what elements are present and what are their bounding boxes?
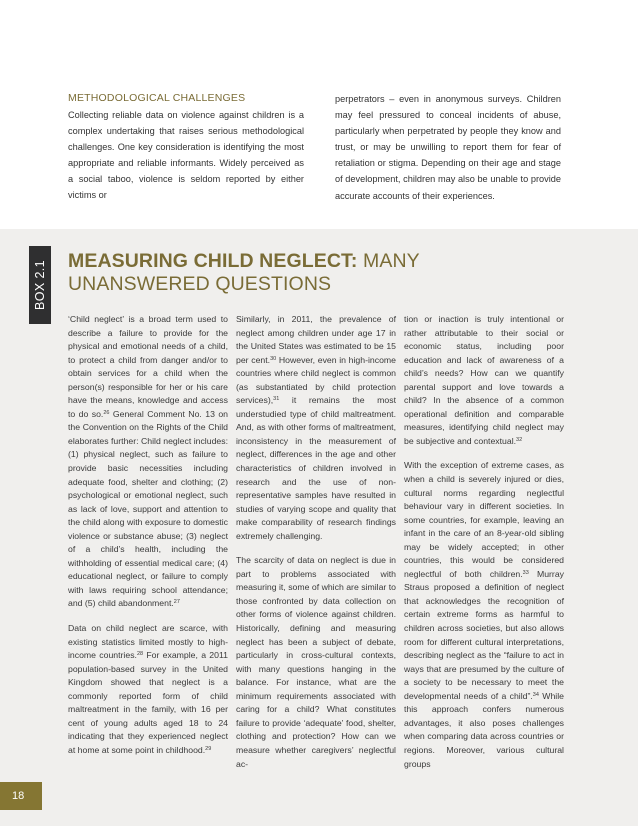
box-column-1 <box>68 313 228 769</box>
box-title <box>68 250 538 296</box>
paragraph <box>404 459 564 771</box>
methodological-text-right: perpetrators – even in anonymous surveys. Children may feel pressured to conceal incidents of abuse, particularly when perpetrated by people they know and trust, or may be unwilling to report them for fear of retaliation or stigma. Depending on their age and stage of development, children may also be unable to provide accurate accounts of their experiences. <box>335 94 561 201</box>
text-run: Murray Straus proposed a definition of neglect that acknowledges the recognition of certain extreme forms as harmful to children across societies, but also allows room for different cultural interpretations, describing neglect as the “failure to act in ways that are presumed by the culture of a society to be necessary to meet the developmental needs of a child”. <box>404 568 564 701</box>
footnote-ref: 28 <box>136 651 144 658</box>
footnote-ref: 32 <box>516 436 523 443</box>
text-run: General Comment No. 13 on the Convention on the Rights of the Child elaborates further: Child neglect includes: (1) physical neglect, such as failure to provide basic necessities including adequate food, shelter and clothing; (2) psychological or emotional neglect, such as lack of love, support and attention to the child along with exposure to domestic violence or substance abuse; (3) neglect of a child’s health, including the withholding of essential medical care; (4) educational neglect, or failure to comply with laws requiring school attendance; and (5) child abandonment. <box>68 408 228 609</box>
methodological-text-left: Collecting reliable data on violence against children is a complex undertaking that raises serious methodological challenges. One key consideration is identifying the most appropriate and reliable informants. Widely perceived as a social taboo, violence is seldom reported by either victims or <box>68 110 304 201</box>
methodological-section <box>0 0 638 228</box>
paragraph <box>236 313 396 543</box>
box-column-3 <box>404 313 564 782</box>
footnote-ref: 29 <box>205 745 212 752</box>
footnote-ref: 33 <box>522 569 529 576</box>
text-run: However, even in high-income countries where child neglect is common (as substantiated by child protection services), <box>236 354 396 406</box>
box-column-2 <box>236 313 396 782</box>
text-run: it remains the most understudied type of child maltreatment. And, as with other forms of maltreatment, inconsistency in the measurement of neglect, differences in the age and other characteristics of children involved in research and the use of non-representative samples have resulted in studies of varying scope and quality that make comparability of research findings extremely challenging. <box>236 395 396 541</box>
paragraph <box>68 622 228 757</box>
footnote-ref: 30 <box>270 355 277 362</box>
footnote-ref: 27 <box>173 599 180 606</box>
box-label-tab <box>29 246 51 324</box>
text-run: tion or inaction is truly intentional or rather attributable to their social or economic status, including poor education and lack of awareness of a child’s needs? How can we quantify parental support and love towards a child? In the absence of a common operational definition and comparable measures, identifying child neglect may be subjective and contextual. <box>404 314 564 446</box>
footnote-ref: 26 <box>103 409 110 416</box>
page-number-badge <box>0 782 42 810</box>
box-label: BOX 2.1 <box>33 259 47 311</box>
paragraph <box>68 313 228 611</box>
text-run: With the exception of extreme cases, as when a child is severely injured or dies, cultural norms regarding neglectful behaviour vary in different societies. In some countries, for example, leaving an infant in the care of an 8-year-old sibling may be widely accepted; in other countries, this would be considered neglectful of both children. <box>404 460 564 579</box>
footnote-ref: 34 <box>532 691 539 698</box>
paragraph <box>404 313 564 448</box>
text-run: Data on child neglect are scarce, with existing statistics limited mostly to high-income countries. <box>68 623 228 661</box>
box-title-strong: MEASURING CHILD NEGLECT: <box>68 250 358 272</box>
page-number: 18 <box>12 790 25 802</box>
box-title-rest: MANY UNANSWERED QUESTIONS <box>68 250 420 295</box>
footnote-ref: 31 <box>273 396 280 403</box>
text-run: Similarly, in 2011, the prevalence of neglect among children under age 17 in the United States was estimated to be 15 per cent. <box>236 314 396 365</box>
text-run: For example, a 2011 population-based survey in the United Kingdom showed that neglect is a commonly reported form of child maltreatment in the family, with 16 per cent of young adults aged 18 to 24 indicating that they experienced neglect at home at some point in childhood. <box>68 650 228 755</box>
text-run: ‘Child neglect’ is a broad term used to describe a failure to provide for the physical and emotional needs of a child, to protect a child from danger and/or to obtain services for a child when the person(s) responsible for her or his care have the means, knowledge and access to do so. <box>68 314 228 419</box>
section-heading: METHODOLOGICAL CHALLENGES <box>68 92 246 104</box>
text-run: While this approach confers numerous advantages, it also poses challenges when comparing data across countries or regions. Moreover, various cultural groups <box>404 690 564 769</box>
paragraph: The scarcity of data on neglect is due in part to problems associated with measuring it, some of which are similar to those confronted by data collection on other forms of violence against children. Historically, defining and measuring neglect has been a subject of debate, particularly in cross-cultural contexts, with many questions hanging in the balance. For instance, what are the minimum requirements associated with caring for a child? What constitutes failure to provide ‘adequate’ food, shelter, clothing and protection? How can we measure whether caregivers’ neglectful ac- <box>236 555 396 769</box>
